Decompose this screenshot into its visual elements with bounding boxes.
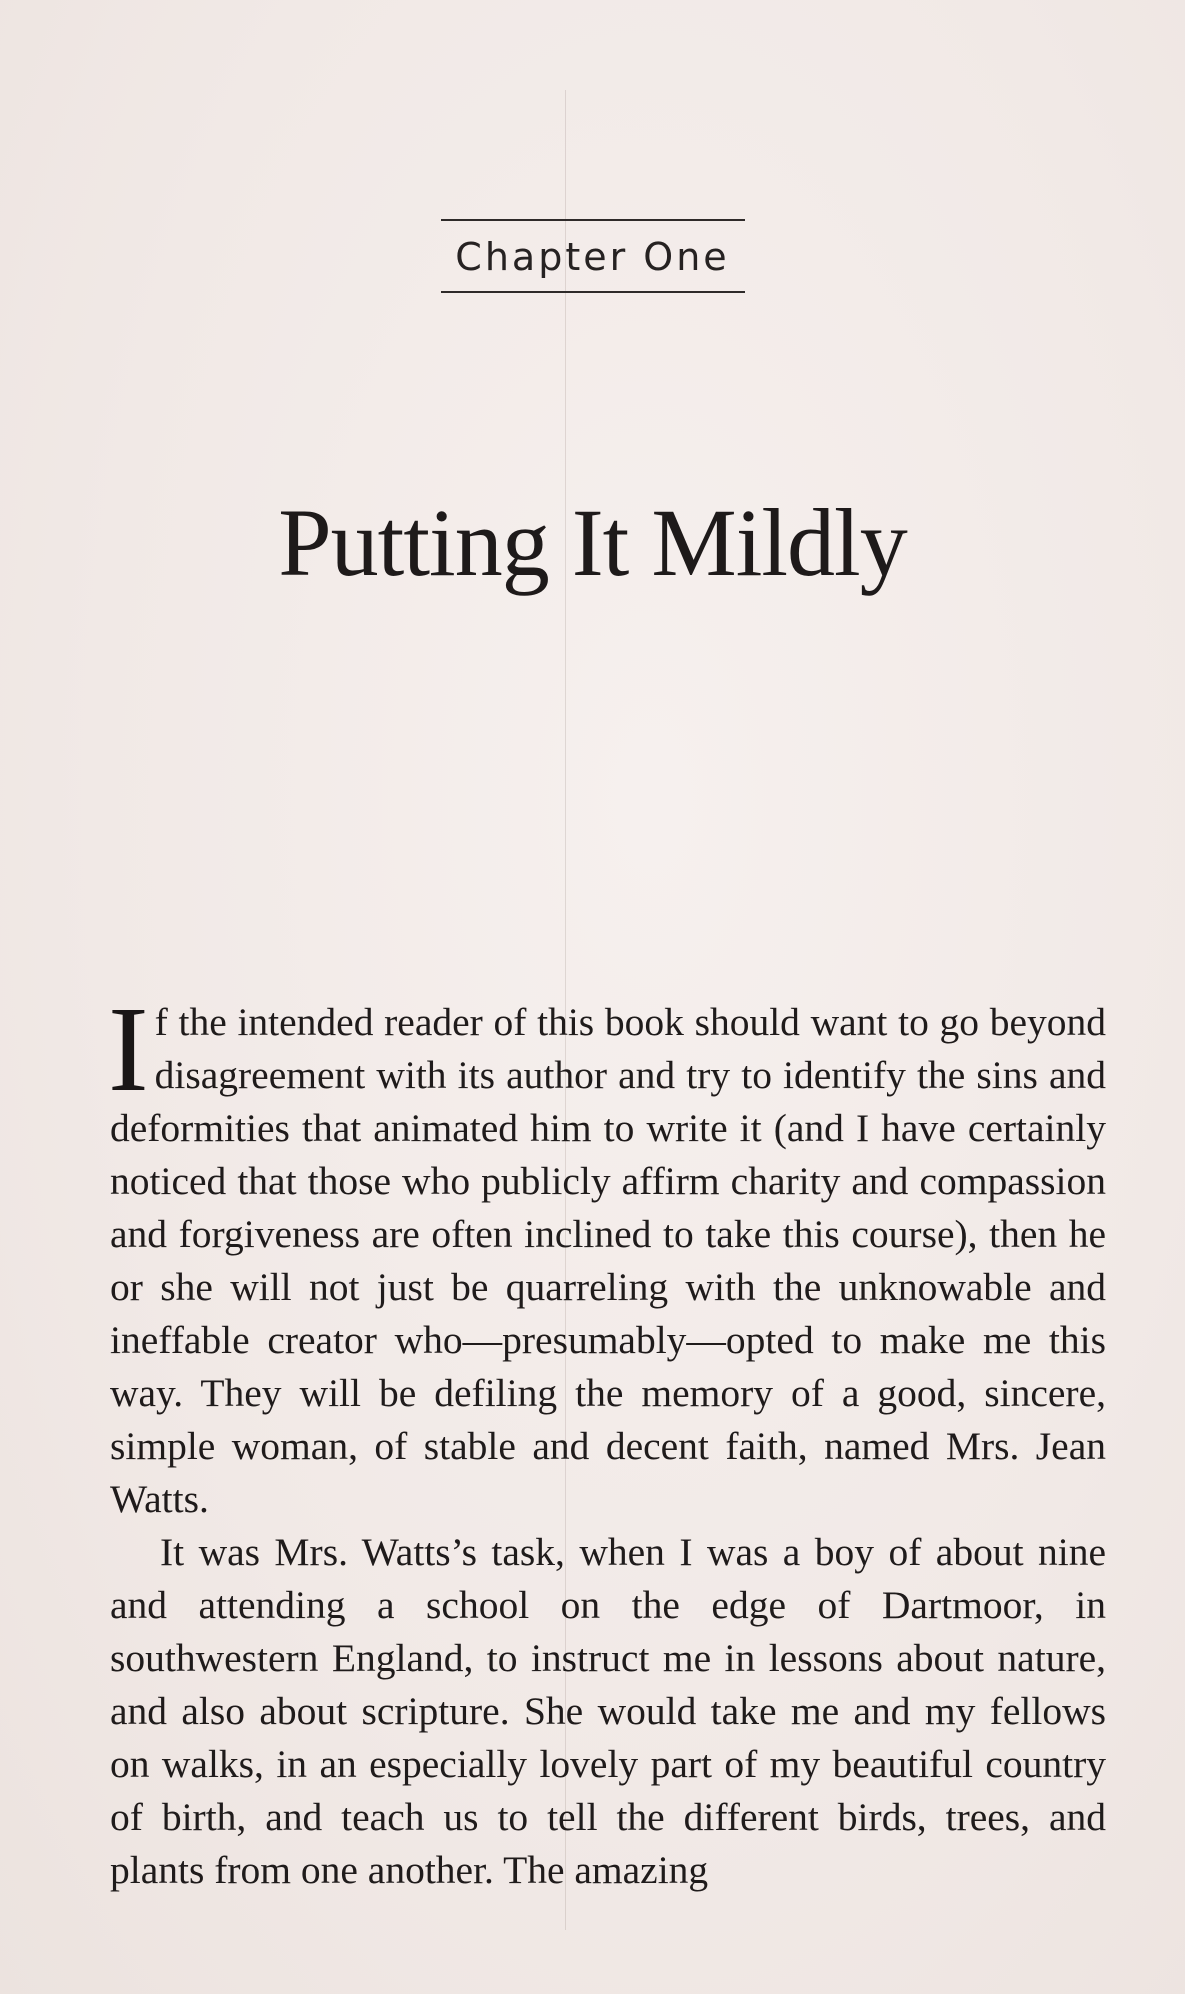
chapter-title: Putting It Mildly bbox=[278, 489, 907, 596]
chapter-label: Chapter One bbox=[441, 219, 745, 293]
body-text bbox=[108, 982, 1106, 1897]
paragraph-1-text: f the intended reader of this book should want to go beyond disagreement with its author and try to identify the sins and deformities that animated him to write it (and I have certainly noticed that those who publicly affirm charity and compassion and forgiveness are often inclined to take this course), then he or she will not just be quarreling with the unknowable and ineffable creator who—presumably—opted to make me this way. They will be defiling the memory of a good, sincere, simple woman, of stable and decent faith, named Mrs. Jean Watts. bbox=[110, 1000, 1106, 1521]
chapter-label-block bbox=[0, 219, 1185, 293]
drop-cap: I bbox=[108, 982, 149, 1117]
paragraph-2: It was Mrs. Watts’s task, when I was a boy of about nine and attending a school on the edge of Dartmoor, in southwestern England, to instruct me in lessons about nature, and also about scripture. She would take me and my fellows on walks, in an especially lovely part of my beautiful country of birth, and teach us to tell the different birds, trees, and plants from one another. The amazing bbox=[110, 1530, 1106, 1892]
paragraph-1 bbox=[108, 982, 1106, 1526]
